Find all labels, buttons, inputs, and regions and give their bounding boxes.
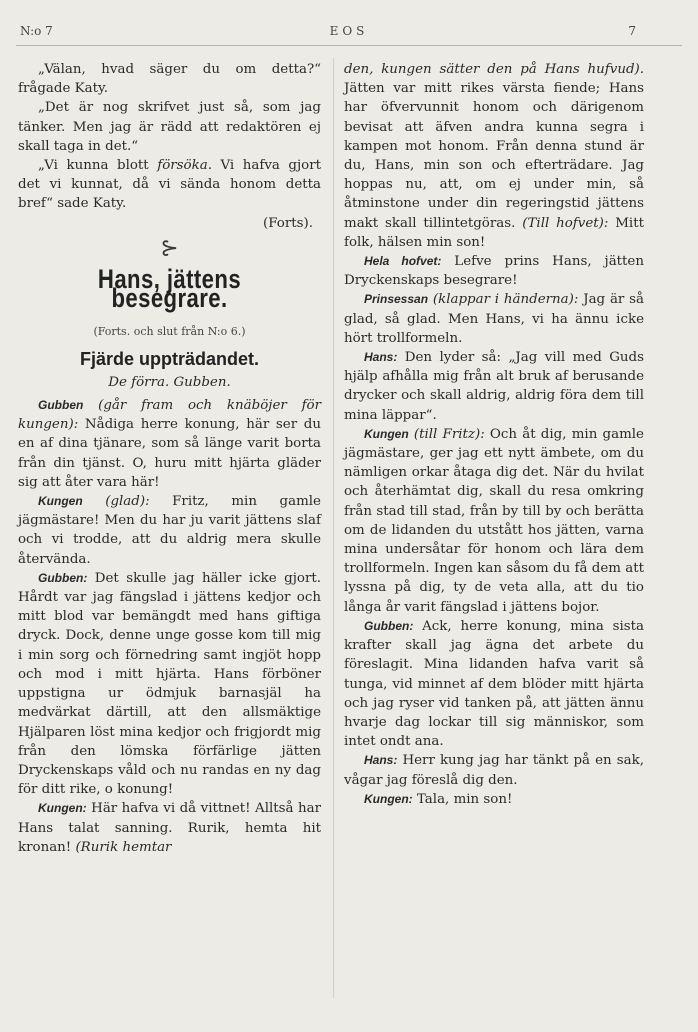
- speech: [18, 799, 321, 857]
- speech: [344, 751, 644, 789]
- speech: [344, 790, 644, 809]
- speaker-name: Gubben: [38, 398, 84, 413]
- right-column: [344, 60, 644, 809]
- paragraph: „Vi kunna blott försöka. Vi hafva gjort det vi kunnat, då vi sända honom detta bref“ sade Katy.: [18, 158, 321, 212]
- speech-text: Här hafva vi då vittnet! Alltså har Hans talat sanning. Rurik, hemta hit kronan!: [18, 801, 321, 855]
- speech: [344, 425, 644, 617]
- publication-title: EOS: [329, 24, 369, 38]
- speech-text: Fritz, min gamle jägmästare! Men du har ju varit jättens slaf och vi trodde, att du aldrig mera skulle återvända.: [18, 494, 321, 567]
- page-header: [14, 24, 684, 42]
- speech: [344, 290, 644, 348]
- speaker-name: Prinsessan: [364, 292, 429, 307]
- ornament-icon: ⊱: [160, 235, 179, 261]
- speaker-name: Gubben:: [38, 570, 88, 585]
- speaker-name: Kungen: [38, 494, 83, 509]
- stage-direction: (Rurik hemtar: [71, 839, 172, 855]
- speech: [344, 617, 644, 751]
- speech-text: Jag är så glad, så glad. Men Hans, vi ha ännu icke hört trollformeln.: [344, 292, 644, 346]
- stage-direction: (glad):: [82, 494, 150, 510]
- speech: [344, 348, 644, 425]
- speaker-name: Gubben:: [364, 618, 414, 633]
- speech-text: Den lyder så: „Jag vill med Guds hjälp afhålla mig från alt bruk af berusande drycker och skall aldrig, aldrig föra dem till mina läppar“.: [344, 350, 644, 423]
- paragraph: den, kungen sätter den på Hans hufvud). Jätten var mitt rikes värsta fiende; Hans har öfvervunnit honom och därigenom bevisat att äfven andra kunna segra i kampen mot honom. Från denna stund är du, Hans, min son och efterträdare. Jag hoppas nu, att, om ej under min, så åtminstone under din regeringstid jättens makt skall tillintetgöras. (Till hofvet): Mitt folk, hälsen min son!: [344, 62, 644, 250]
- speech-text: Det skulle jag häller icke gjort. Hårdt var jag fängslad i jättens kedjor och mitt blod var bemängdt med hans giftiga dryck. Dock, denne unge gosse kom till mig i min sorg och förnedring samt ingjöt hopp och mod i mitt hjärta. Hans förböner uppstigna ur ödmjuk barnasjäl ha medvärkat därtill, att den allsmäktige Hjälparen löst mina kedjor och frigjordt mig från den lömska förfärlige jätten Dryckenskaps våld och nu randas en ny dag för ditt rike, o konung!: [18, 570, 321, 798]
- stage-direction: (går fram och knäböjer för kungen):: [18, 398, 321, 433]
- speaker-name: Hans:: [364, 753, 398, 768]
- speaker-name: Hela hofvet:: [364, 254, 442, 269]
- speech-text: Nådiga herre konung, här ser du en af dina tjänare, som så länge varit borta från din tjänst. O, huru mitt hjärta gläder sig att åter vara här!: [18, 417, 321, 490]
- stage-direction: (klappar i händerna):: [428, 292, 579, 308]
- article-subtitle: (Forts. och slut från N:o 6.): [93, 325, 246, 339]
- act-heading: Fjärde uppträdandet.: [79, 348, 259, 369]
- speech: [18, 396, 321, 492]
- paragraph: „Det är nog skrifvet just så, som jag tänker. Men jag är rädd att redaktören ej skall taga in det.“: [18, 100, 321, 154]
- speaker-name: Kungen: [364, 426, 409, 441]
- column-divider: [333, 58, 334, 998]
- speech-text: Herr kung jag har tänkt på en sak, vågar jag föreslå dig den.: [344, 753, 644, 788]
- speech-text: Ack, herre konung, mina sista krafter skall jag ägna det arbete du föreslagit. Mina lidanden hafva varit så tunga, vid minnet af dem blöder mitt hjärta och jag ryser vid tanken på, att jätten ännu hvarje dag lockar till sig människor, som intet ondt ana.: [344, 618, 644, 750]
- continued-note: (Forts).: [263, 215, 313, 231]
- speech: [18, 569, 321, 799]
- speeches: [344, 252, 644, 809]
- speech-text: Och åt dig, min gamle jägmästare, ger jag ett nytt ämbete, om du nämligen orkar åtaga dig det. När du hvilat och återhämtat dig, skall du resa omkring från stad till stad, från by till by och berätta om de lidanden du utstått hos jätten, varna mina undersåtar för honom och lära dem trollformeln. Ingen kan såsom du få dem att lyssna på dig, ty de veta alla, att du tio långa år varit fängslad i jättens bojor.: [344, 426, 644, 615]
- stage-direction: (till Fritz):: [408, 426, 485, 442]
- speech-text: Tala, min son!: [412, 791, 513, 807]
- header-rule: [16, 45, 682, 46]
- issue-number: N:o 7: [20, 24, 53, 38]
- speech: [18, 492, 321, 569]
- left-column: [18, 60, 321, 857]
- paragraph: „Välan, hvad säger du om detta?“ frågade Katy.: [18, 62, 321, 97]
- speech-text: Lefve prins Hans, jätten Dryckenskaps besegrare!: [344, 254, 644, 289]
- speech: [344, 252, 644, 290]
- speaker-name: Kungen:: [364, 791, 413, 806]
- article-title: Hans, jättens besegrare.: [97, 264, 242, 314]
- page-number: 7: [628, 24, 636, 38]
- speaker-name: Kungen:: [38, 801, 87, 816]
- persons-line: De förra. Gubben.: [108, 374, 231, 390]
- speaker-name: Hans:: [364, 350, 398, 365]
- speeches: [18, 396, 321, 857]
